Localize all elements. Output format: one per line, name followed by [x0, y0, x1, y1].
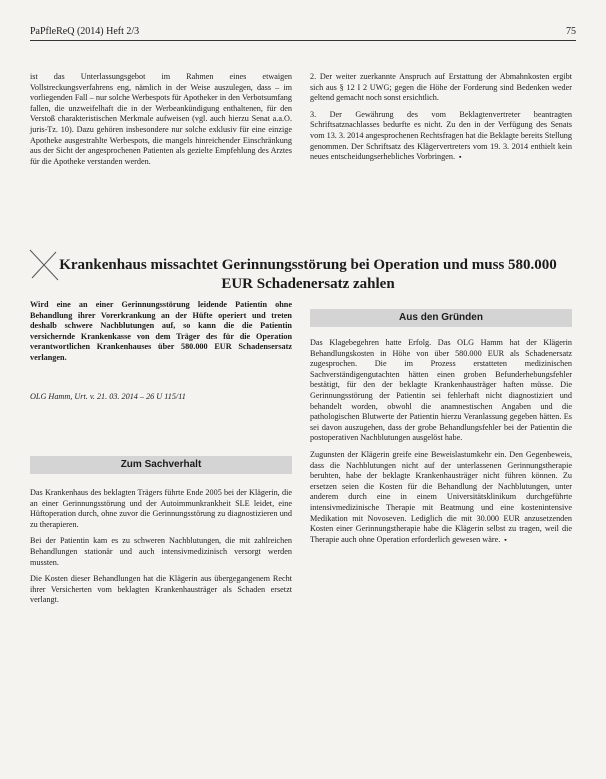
paragraph: 2. Der weiter zuerkannte Anspruch auf Erstattung der Abmahnkosten ergibt sich aus § 12 I 2 UWG; gegen die Höhe der Forderung sind Bedenken weder geltend gemacht noch sonst ersichtlich.: [310, 72, 572, 103]
paragraph: Das Krankenhaus des beklagten Trägers führte Ende 2005 bei der Klägerin, die an einer Gerinnungsstörung und der Autoimmunkrankheit SLE leidet, eine Hüftoperation durch, ohne zuvor die Gerinnungsstörung zu diagnostizieren und zu therapieren.: [30, 488, 292, 529]
court-citation: OLG Hamm, Urt. v. 21. 03. 2014 – 26 U 115/11: [30, 392, 186, 401]
header-rule: [30, 40, 576, 41]
previous-article-left-column: [30, 72, 292, 173]
section-heading-gruende: Aus den Gründen: [310, 309, 572, 327]
article-title: Krankenhaus missachtet Gerinnungsstörung bei Operation und muss 580.000 EUR Schadenersatz zahlen: [59, 257, 557, 292]
page-number: 75: [566, 26, 576, 37]
paragraph: Das Klagebegehren hatte Erfolg. Das OLG Hamm hat der Klägerin Behandlungskosten in Höhe von über 580.000 EUR als Schadenersatz zugesprochen. Die im Prozess erstatteten medizinischen Sachverständigengutachten hätten einen groben Befunderhebungsfehler bestätigt, für den der beklagte Krankenhausträger haften müsse. Die Gerinnungsstörung der Patientin sei fehlerhaft nicht diagnostiziert und behandelt worden, obwohl die anamnestischen Angaben und die pathologischen Blutwerte der Patientin hierzu Veranlassung gegeben hätten. Es sei davon auszugehen, dass der grobe Behandlungsfehler bei der Patientin die postoperativen Nachblutungen ausgelöst habe.: [310, 338, 572, 443]
paragraph: 3. Der Gewährung des vom Beklagtenvertreter beantragten Schriftsatznachlasses bedurfte es nicht. Zu den in der Verfügung des Senats vom 13. 3. 2014 angesprochenen Rechtsfragen hat die Beklagte bereits Stellung genommen. Der Schriftsatz des Klägervertreters vom 19. 3. 2014 enthielt kein neues entscheidungserhebliches Vorbringen. ▪: [310, 109, 572, 162]
section-gruende-body: [310, 338, 572, 551]
end-mark: ▪: [504, 535, 507, 544]
paragraph: Die Kosten dieser Behandlungen hat die Klägerin aus übergegangenem Recht ihrer Versicherten vom beklagten Krankenhausträger als Schaden ersetzt verlangt.: [30, 574, 292, 605]
paragraph: Bei der Patientin kam es zu schweren Nachblutungen, die mit zahlreichen Behandlungen stationär und auch intensivmedizinisch versorgt werden mussten.: [30, 536, 292, 567]
paragraph: Zugunsten der Klägerin greife eine Beweislastumkehr ein. Den Gegenbeweis, dass die Nachblutungen nicht auf der unterlassenen Gerinnungstherapie beruhten, habe der beklagte Krankenhausträger nicht führen können. Zu ersetzen seien die Kosten für die Behandlung der Nachblutungen, unter anderem durch eine in einem Universitätsklinikum durchgeführte intensivmedizinische Therapie mit Beatmung und eine kostenintensive Medikation mit Novoseven. Lediglich die mit 30.000 EUR anzusetzenden Kosten einer Gerinnungstherapie habe die Klägerin selbst zu tragen, weil die Therapie auch ohne Operation erforderlich gewesen wäre. ▪: [310, 449, 572, 544]
article-lead: Wird eine an einer Gerinnungsstörung leidende Patientin ohne Behandlung ihrer Vorerkrankung an der Hüfte operiert und treten deshalb schwere Nachblutungen auf, so kann die die Patientin versichernde Krankenkasse von dem Träger des für die Operation verantwortlichen Krankenhauses über 580.000 EUR Schadensersatz verlangen.: [30, 300, 292, 362]
journal-reference: PaPfleReQ (2014) Heft 2/3: [30, 26, 140, 37]
section-heading-sachverhalt: Zum Sachverhalt: [30, 456, 292, 474]
end-mark: ▪: [459, 153, 462, 162]
section-sachverhalt-body: [30, 488, 292, 612]
page-header: [30, 26, 576, 40]
previous-article-right-column: [310, 72, 572, 169]
paragraph: ist das Unterlassungsgebot im Rahmen eines etwaigen Vollstreckungsverfahrens eng, nämlich in der Weise auszulegen, dass – im vorliegenden Fall – nur solche Werbespots für Apotheker in den Verbotsumfang fallen, die unzweifelhaft die in der Werbeankündigung enthaltenen, für den Verstoß charakteristischen Merkmale aufweisen (vgl. auch hierzu Senat a.a.O. juris-Tz. 10). Dazu gehören insbesondere nur solche exklusiv für eine einzige Apotheke ausgestrahlte Werbespots, die mangels hinreichender Einschränkung aus der Sicht der angesprochenen Patienten als gezielte Empfehlung des Arztes für die Apotheke verstanden werden.: [30, 72, 292, 166]
